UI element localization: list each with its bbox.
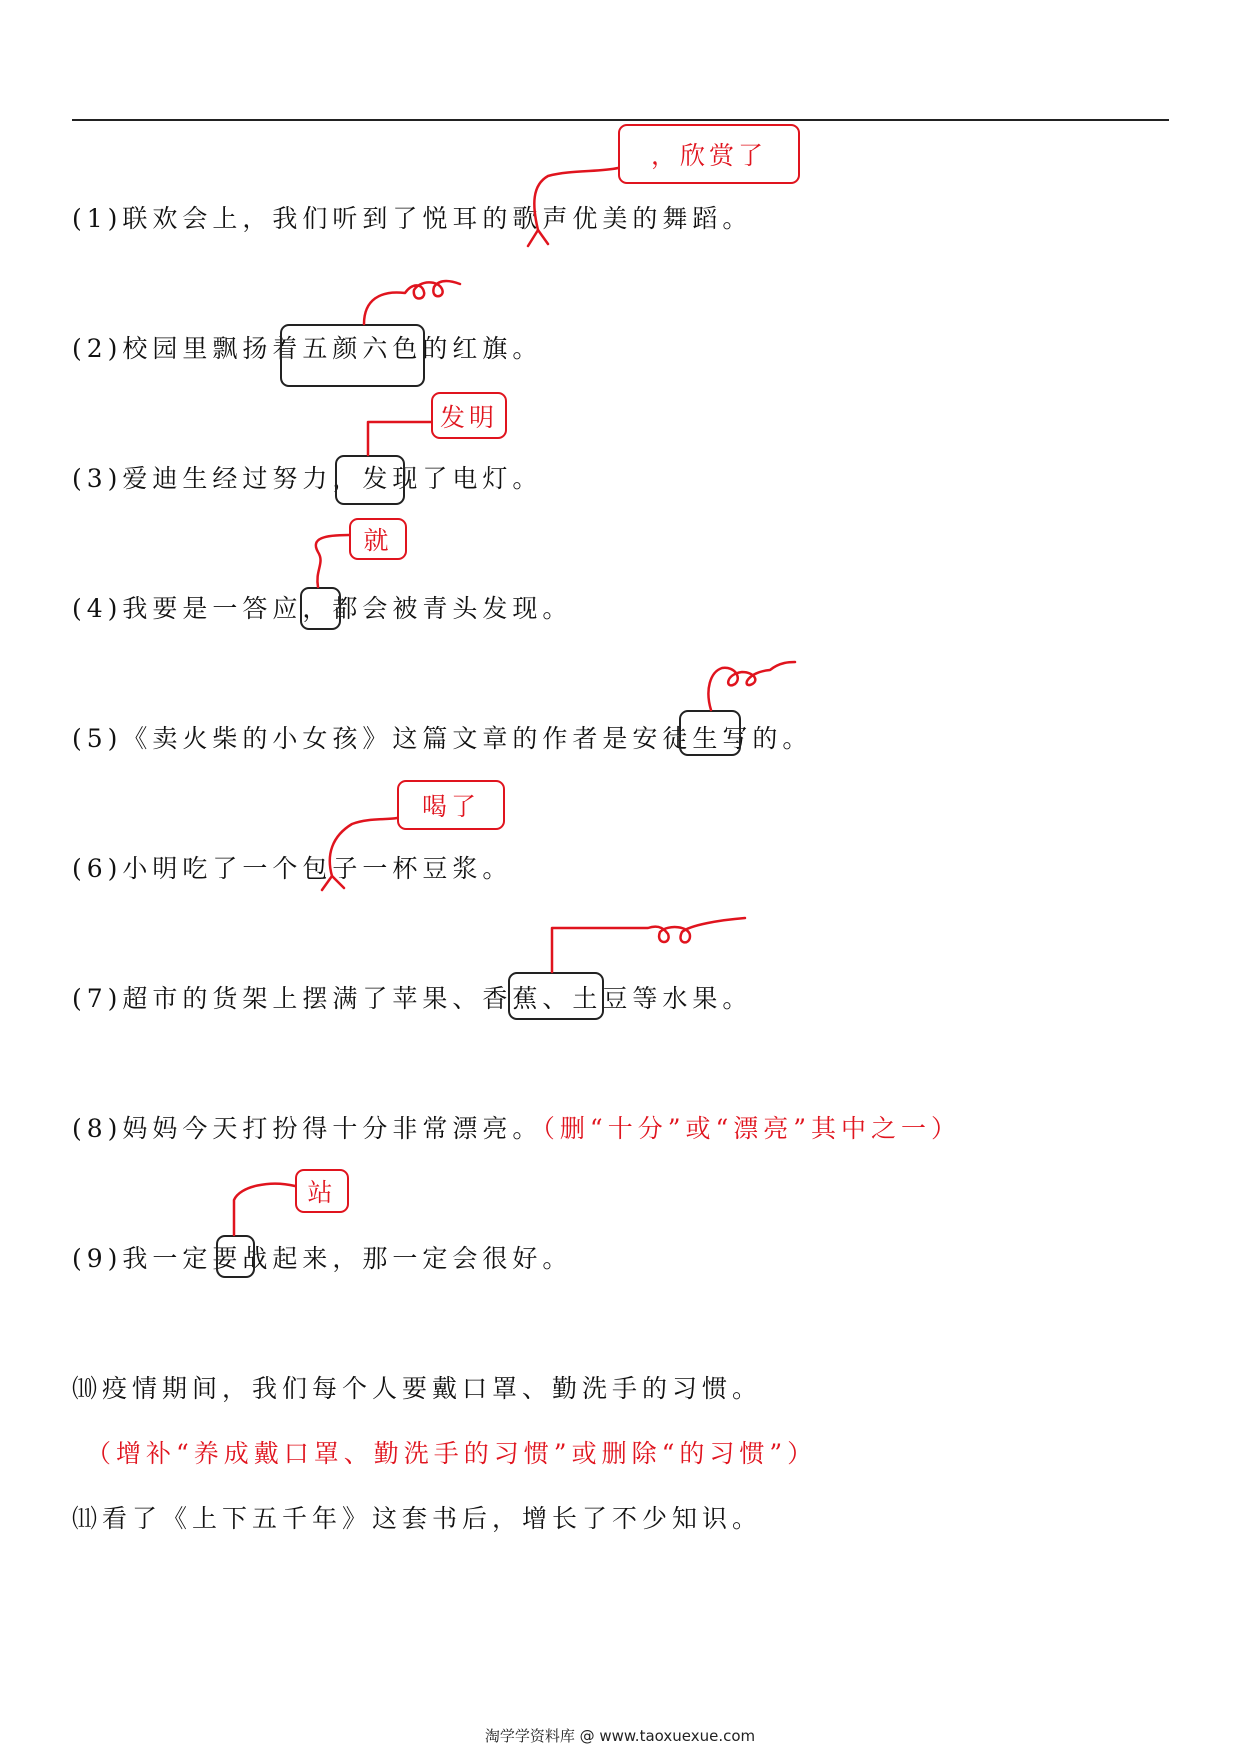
item-9-correction: 站	[295, 1169, 349, 1213]
item-1-text: (1)联欢会上，我们听到了悦耳的歌声优美的舞蹈。	[72, 204, 753, 233]
item-3-word-box	[335, 455, 405, 505]
item-8-text	[72, 1113, 961, 1145]
item-4-word-box	[300, 587, 341, 630]
item-6-correction: 喝了	[397, 780, 505, 830]
item-4-correction: 就	[349, 518, 407, 560]
item-5-word-box	[679, 710, 741, 756]
item-7-word-box	[508, 972, 604, 1020]
item-3-lead-line	[368, 422, 431, 455]
item-6-text: (6)小明吃了一个包子一杯豆浆。	[72, 854, 513, 883]
item-7-text: (7)超市的货架上摆满了苹果、香蕉、土豆等水果。	[72, 984, 753, 1013]
item-4-text: (4)我要是一答应，都会被青头发现。	[72, 594, 573, 623]
top-rule	[72, 119, 1169, 121]
item-9-lead-line	[234, 1184, 295, 1235]
item-8-sentence: (8)妈妈今天打扮得十分非常漂亮。	[72, 1114, 543, 1143]
item-2-word-box	[280, 324, 425, 387]
item-11-text: ⑾看了《上下五千年》这套书后，增长了不少知识。	[72, 1504, 763, 1533]
item-4-lead-line	[316, 535, 349, 587]
footer-watermark: 淘学学资料库 @ www.taoxuexue.com	[484, 1727, 756, 1745]
item-9-word-box	[216, 1235, 255, 1278]
item-10-note: （增补“养成戴口罩、勤洗手的习惯”或删除“的习惯”）	[86, 1439, 818, 1468]
item-2-text: (2)校园里飘扬着五颜六色的红旗。	[72, 334, 543, 363]
item-1-correction: ，欣赏了	[618, 124, 800, 184]
item-3-text: (3)爱迪生经过努力，发现了电灯。	[72, 464, 543, 493]
item-2-delete-mark	[364, 281, 460, 324]
item-5-delete-mark	[708, 662, 795, 710]
item-3-correction: 发明	[431, 392, 507, 439]
item-5-text: (5)《卖火柴的小女孩》这篇文章的作者是安徒生写的。	[72, 724, 813, 753]
item-7-delete-mark	[552, 918, 745, 972]
item-9-text: (9)我一定要战起来，那一定会很好。	[72, 1244, 573, 1273]
item-10-text: ⑽疫情期间，我们每个人要戴口罩、勤洗手的习惯。	[72, 1374, 763, 1403]
item-8-note: （删“十分”或“漂亮”其中之一）	[542, 1114, 962, 1143]
